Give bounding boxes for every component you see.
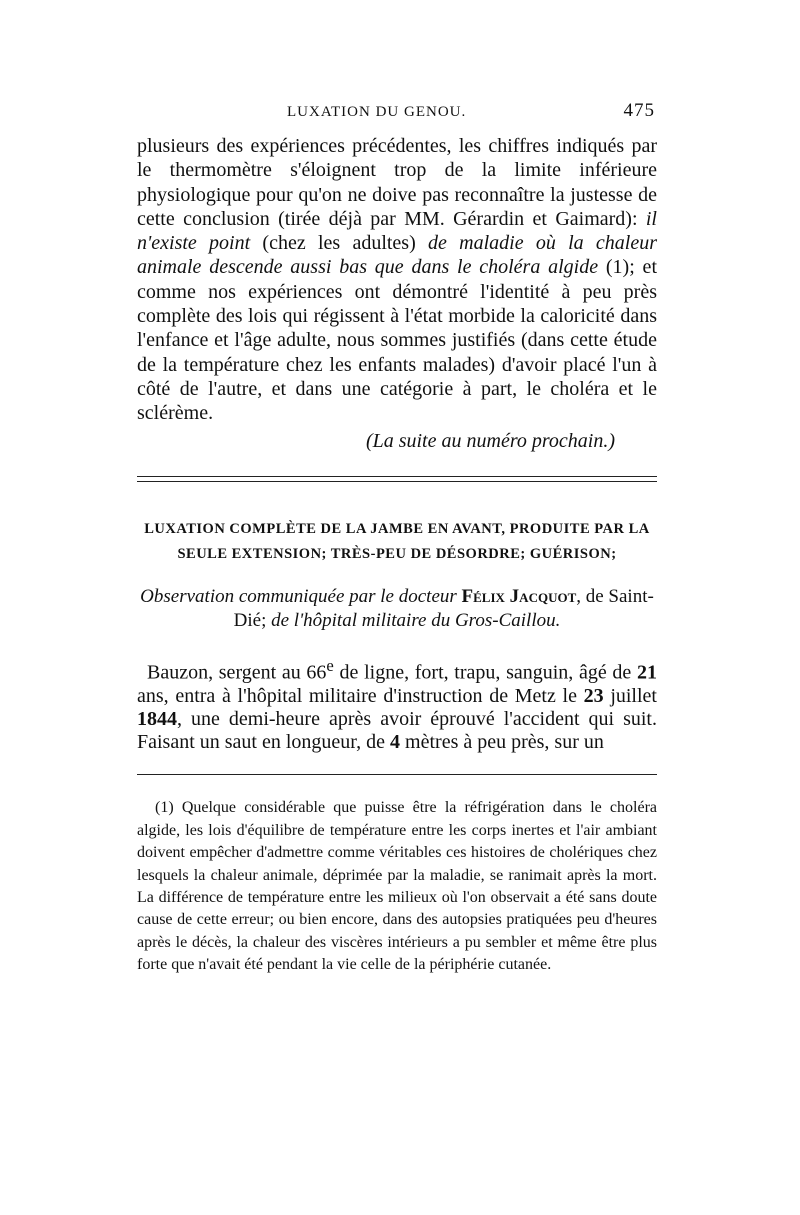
author-name: Félix Jacquot	[461, 585, 577, 607]
case-number: 4	[390, 731, 401, 754]
page-number: 475	[623, 100, 655, 121]
paragraph-text: (1); et comme nos expériences ont démontré l'identité à peu près complète des lois qui régissent à l'état morbide la caloricité dans l'enfance et l'âge adulte, nous sommes justifiés (dans cette étude de la température chez les enfants malades) d'avoir placé l'un à côté de l'autre, et dans une catégorie à part, le choléra et le sclérème.	[137, 256, 657, 425]
observation-prefix: Observation communiquée par le docteur	[140, 585, 462, 607]
to-be-continued: (La suite au numéro prochain.)	[365, 429, 615, 452]
case-number: 1844	[137, 707, 177, 730]
book-page	[137, 98, 657, 993]
case-text: de ligne, fort, trapu, sanguin, âgé de	[333, 661, 637, 684]
case-text: , une demi-heure après avoir éprouvé l'accident qui suit. Faisant un saut en longueur, de	[137, 707, 657, 754]
case-paragraph	[137, 654, 657, 755]
section-divider	[137, 476, 657, 482]
case-text: ans, entra à l'hôpital militaire d'instruction de Metz le	[137, 684, 584, 707]
observation-mid: , de Saint-Dié;	[233, 585, 654, 631]
italic-phrase: il n'existe point	[137, 207, 657, 255]
observation-suffix: de l'hôpital militaire du Gros-Caillou.	[271, 609, 561, 631]
footnote: (1) Quelque considérable que puisse être la réfrigération dans le choléra algide, les lois d'équilibre de température entre les corps inertes et l'air ambiant doivent empêcher d'admettre comme véritables ces histoires de cholériques chez lesquels la chaleur animale, déprimée par la maladie, se ranimait après la mort. La différence de température entre les milieux où l'on observait a été sans doute cause de cette erreur; ou bien encore, dans des autopsies pratiquées peu d'heures après le décès, la chaleur des viscères intérieurs a pu sembler et même être plus forte que n'avait été pendant la vie celle de la périphérie cutanée.	[137, 799, 657, 974]
running-title: LUXATION DU GENOU.	[287, 104, 467, 120]
case-text: juillet	[603, 684, 657, 707]
footnote-rule	[137, 774, 657, 775]
case-text: mètres à peu près, sur un	[400, 731, 604, 754]
paragraph-text: plusieurs des expériences précédentes, les chiffres indiqués par le thermomètre s'éloignent trop de la limite inférieure physiologique pour qu'on ne doive pas reconnaître la justesse de cette conclusion (tirée déjà par MM. Gérardin et Gaimard):	[137, 135, 657, 230]
paragraph-text: (chez les adultes)	[250, 232, 429, 255]
case-number: 21	[637, 661, 657, 684]
case-number: 23	[583, 684, 604, 707]
superscript: e	[326, 655, 334, 675]
article-heading: LUXATION COMPLÈTE DE LA JAMBE EN AVANT, PRODUITE PAR LA SEULE EXTENSION; TRÈS-PEU DE DÉSORDRE; GUÉRISON;	[144, 520, 650, 562]
case-text: Bauzon, sergent au 66	[147, 661, 327, 684]
running-head	[137, 98, 657, 134]
paragraph-continued	[137, 134, 657, 426]
observation-byline	[137, 585, 657, 633]
italic-phrase: de maladie où la chaleur animale descende aussi bas que dans le choléra algide	[137, 232, 657, 279]
